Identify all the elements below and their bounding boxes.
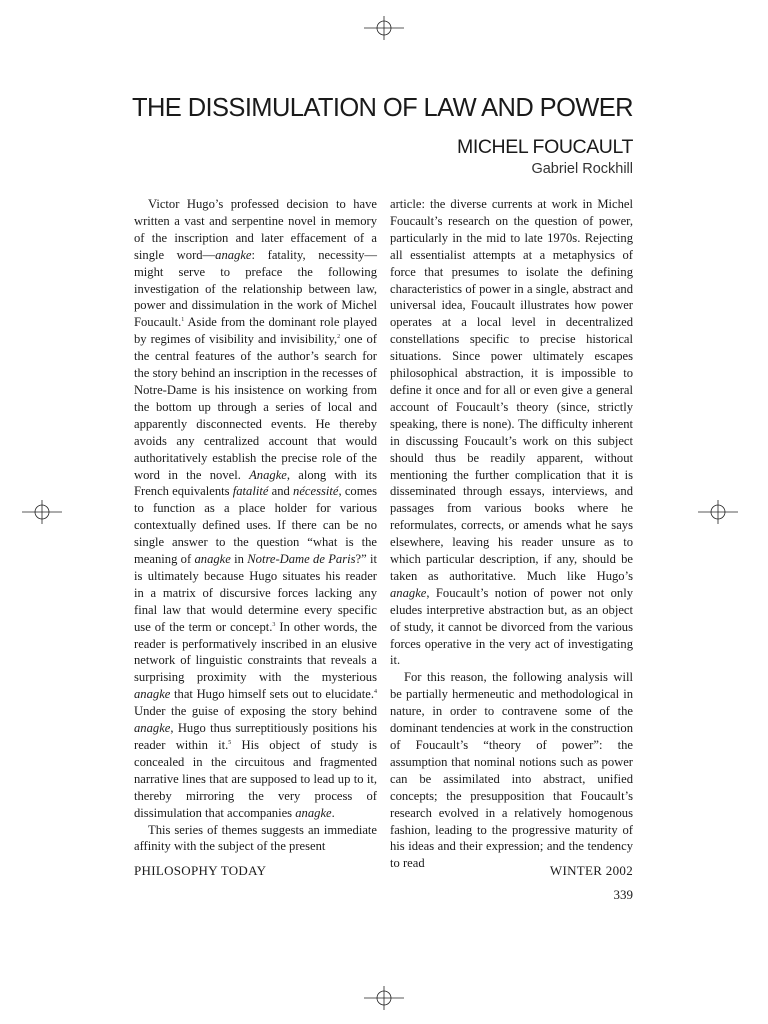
footnote-ref[interactable]: 1 — [181, 317, 185, 324]
article-subject: MICHEL FOUCAULT — [456, 136, 633, 158]
footnote-ref[interactable]: 2 — [337, 334, 341, 341]
registration-mark-icon — [364, 16, 404, 40]
registration-mark-icon — [698, 500, 738, 524]
paragraph: For this reason, the following analysis will be partially hermeneutic and methodological in nature, in order to contravene some of the dominant tendencies at work in the construction of Foucault’s “theory of power”: the assumption that nominal notions such as power can be assimilated into abstract, unified concepts; the presupposition that Foucault’s research evolved in a relatively homogenous fashion, leading to the progressive maturity of his ideas and their expression; and the tendency to read — [390, 670, 633, 871]
registration-mark-icon — [22, 500, 62, 524]
left-column — [134, 196, 377, 852]
article-author: Gabriel Rockhill — [531, 161, 633, 177]
paragraph: Victor Hugo’s professed decision to have written a vast and serpentine novel in memory of the inscription and later effacement of a single word—anagke: fatality, necessity—might serve to preface the following investigation of the relationship between law, power and dissimulation in the work of Michel Foucault.$^1$ Aside from the dominant role played by regimes of visibility and invisibility,$^2$ one of the central features of the author’s search for the story behind an inscription in the recesses of Notre-Dame is his insistence on working from the bottom up through a series of local and apparently disconnected events. He thereby avoids any centralized account that would authoritatively establish the precise role of the word in the novel. Anagke, along with its French equivalents fatalité and nécessité, comes to function as a place holder for various contextually defined uses. If there can be no single answer to the question “what is the meaning of anagke in Notre-Dame de Paris?” it is ultimately because Hugo situates his reader in a matrix of discursive forces lacking any final law that would determine every specific use of the term or concept.$^3$ In other words, the reader is performatively inscribed in an elusive network of linguistic constraints that reveals a surprising proximity with the mysterious anagke that Hugo himself sets out to elucidate.$^4$ Under the guise of exposing the story behind anagke, Hugo thus surreptitiously positions his reader within it.$^5$ His object of study is concealed in the circuitous and fragmented narrative lines that are supposed to lead up to it, thereby mirroring the very process of dissimulation that accompanies anagke. — [134, 197, 378, 820]
paragraph: This series of themes suggests an immediate affinity with the subject of the present — [134, 822, 377, 854]
footnote-ref[interactable]: 3 — [272, 621, 276, 628]
footnote-ref[interactable]: 5 — [228, 740, 232, 746]
article-title: THE DISSIMULATION OF LAW AND POWER — [132, 94, 633, 122]
journal-name: PHILOSOPHY TODAY — [134, 863, 267, 878]
registration-mark-icon — [364, 986, 404, 1010]
footnote-ref[interactable]: 4 — [374, 689, 377, 696]
journal-issue: WINTER 2002 — [549, 863, 633, 878]
paragraph: article: the diverse currents at work in Michel Foucault’s research on the question of power, particularly in the mid to late 1970s. Rejecting all essentialist attempts at a metaphysics of force that presumes to isolate the defining characteristics of power in a single, abstract and universal idea, Foucault illustrates how power operates at a local level in decentralized constellations specific to precise historical situations. Since power ultimately escapes philosophical abstraction, it is impossible to define it once and for all or even give a general account of Foucault’s theory (since, strictly speaking, there is none). The difficulty inherent in discussing Foucault’s work on this subject should thus be readily apparent, without mentioning the further complication that it is disseminated through essays, interviews, and passages from various books where he reformulates, corrects, or amends what he says elsewhere, leaving his reader unsure as to which particular description, if any, should be taken as authoritative. Much like Hugo’s anagke, Foucault’s notion of power not only eludes interpretive abstraction but, as an object of study, it cannot be divorced from the various forces operative in the very act of investigating it. — [390, 197, 633, 668]
page-number: 339 — [613, 887, 633, 902]
